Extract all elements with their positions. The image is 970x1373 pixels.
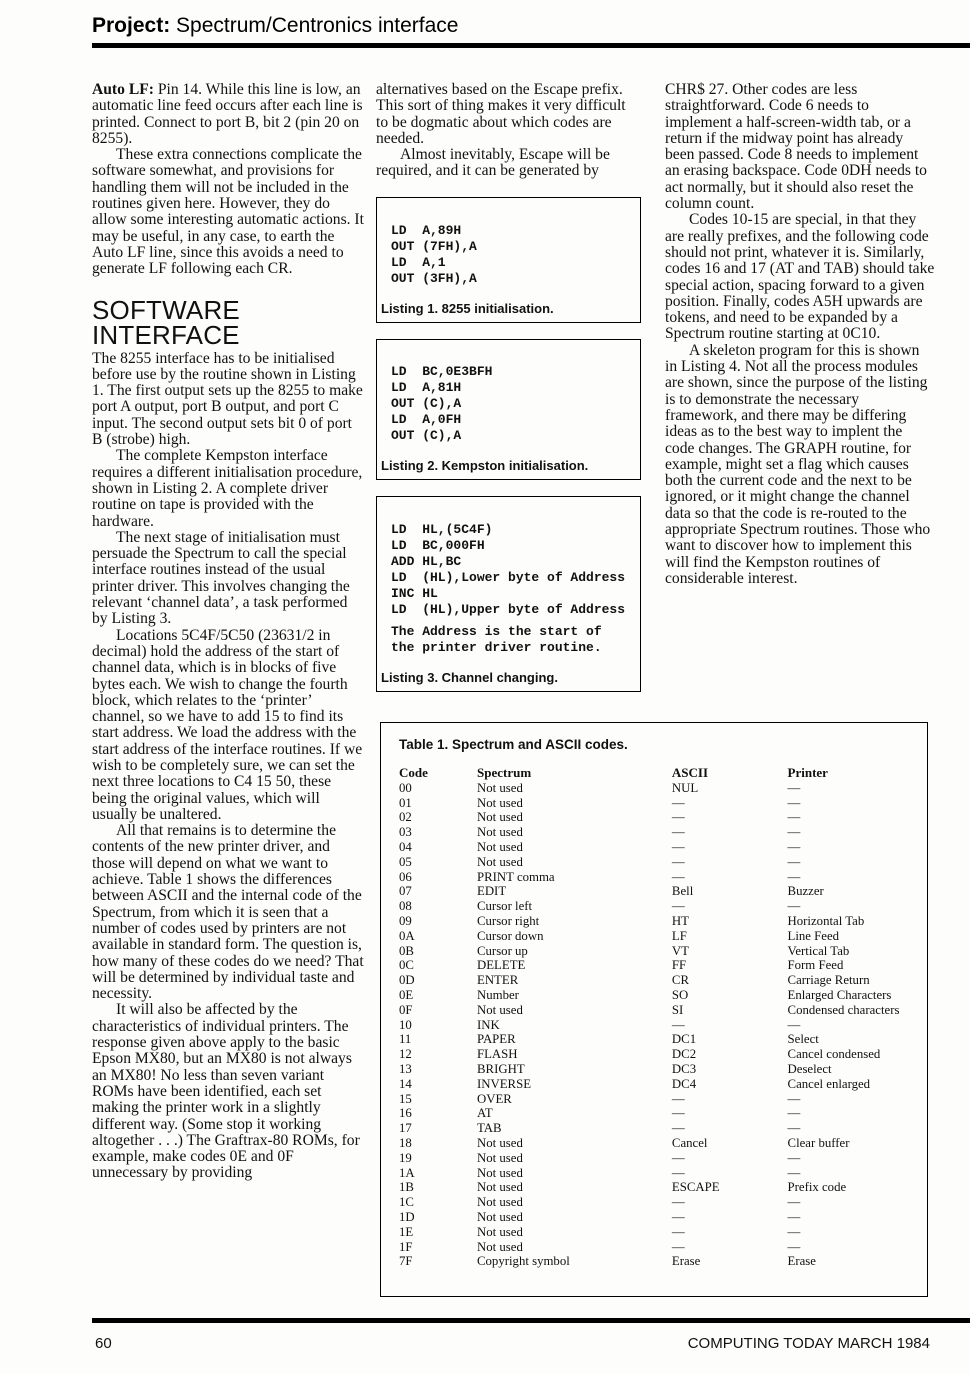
paragraph: The 8255 interface has to be initialised before use by the routine shown in Listing 1. The first output sets up the 8255 to make port A output, port B output, and port C input. The second output sets bit 0 of port B (strobe) high. <box>92 349 363 449</box>
cell-spectrum: Not used <box>477 825 523 840</box>
cell-printer: — <box>787 839 801 854</box>
table-header-row <box>399 766 927 781</box>
cell-ascii: Bell <box>671 884 694 899</box>
cell-code: 00 <box>399 780 412 795</box>
cell-code: 09 <box>399 913 412 928</box>
cell-printer: Condensed characters <box>787 1002 900 1017</box>
section-heading-line: INTERFACE <box>92 319 240 350</box>
cell-printer: — <box>787 780 801 795</box>
code-line: LD HL,(5C4F) <box>391 521 493 537</box>
auto-lf-paragraph <box>92 82 364 147</box>
cell-ascii: — <box>671 1150 685 1165</box>
cell-ascii: Erase <box>671 1254 701 1269</box>
cell-ascii: SO <box>671 987 689 1002</box>
cell-ascii: FF <box>671 958 687 973</box>
cell-printer: — <box>787 869 801 884</box>
cell-ascii: — <box>671 1239 685 1254</box>
cell-ascii: — <box>671 810 685 825</box>
cell-code: 02 <box>399 810 412 825</box>
column-header-ascii: ASCII <box>671 765 709 780</box>
cell-spectrum: TAB <box>477 1121 502 1136</box>
cell-spectrum: Not used <box>477 1224 523 1239</box>
cell-code: 11 <box>399 1032 412 1047</box>
code-line: INC HL <box>391 585 438 601</box>
cell-spectrum: Not used <box>477 1195 523 1210</box>
code-line: LD BC,000FH <box>391 537 485 553</box>
cell-printer: — <box>787 1150 801 1165</box>
cell-spectrum: INVERSE <box>477 1076 532 1091</box>
code-line: LD (HL),Lower byte of Address <box>391 569 626 585</box>
table-row <box>399 1195 927 1210</box>
publication-line: COMPUTING TODAY MARCH 1984 <box>687 1335 930 1352</box>
paragraph: These extra connections complicate the software somewhat, and provisions for handling them will not be included in the routines given here. However, they do allow some interesting automatic actions. It may be useful, in any case, to earth the Auto LF line, since this avoids a need to generate LF following each CR. <box>92 146 364 278</box>
auto-lf-lead: Auto LF: <box>92 81 154 98</box>
page-number: 60 <box>95 1335 112 1352</box>
cell-spectrum: DELETE <box>477 958 526 973</box>
cell-spectrum: AT <box>477 1106 493 1121</box>
cell-code: 1E <box>399 1224 414 1239</box>
table-row <box>399 796 927 811</box>
listing-caption: Listing 2. Kempston initialisation. <box>381 457 589 473</box>
cell-code: 1B <box>399 1180 414 1195</box>
paragraph: Almost inevitably, Escape will be required, and it can be generated by <box>376 146 610 180</box>
cell-printer: Erase <box>787 1254 816 1269</box>
cell-printer: Cancel condensed <box>787 1047 881 1062</box>
cell-code: 7F <box>399 1254 413 1269</box>
cell-spectrum: Cursor right <box>477 913 540 928</box>
cell-printer: Carriage Return <box>787 973 870 988</box>
cell-code: 1C <box>399 1195 414 1210</box>
cell-printer: — <box>787 1195 801 1210</box>
cell-code: 17 <box>399 1121 412 1136</box>
cell-printer: Prefix code <box>787 1180 847 1195</box>
cell-code: 12 <box>399 1047 412 1062</box>
cell-spectrum: PAPER <box>477 1032 516 1047</box>
cell-ascii: — <box>671 1121 685 1136</box>
cell-ascii: NUL <box>671 780 699 795</box>
cell-code: 06 <box>399 869 412 884</box>
table-row <box>399 899 927 914</box>
table-row <box>399 870 927 885</box>
cell-code: 1A <box>399 1165 415 1180</box>
column-header-printer: Printer <box>787 765 828 780</box>
cell-ascii: — <box>671 854 685 869</box>
cell-ascii: HT <box>671 913 689 928</box>
cell-code: 13 <box>399 1061 412 1076</box>
table-row <box>399 1092 927 1107</box>
table-row <box>399 973 927 988</box>
cell-ascii: — <box>671 1106 685 1121</box>
column-header-code: Code <box>399 765 428 780</box>
cell-ascii: — <box>671 825 685 840</box>
cell-code: 0E <box>399 987 414 1002</box>
cell-printer: Select <box>787 1032 819 1047</box>
code-line: LD BC,0E3BFH <box>391 363 493 379</box>
code-line: LD A,81H <box>391 379 462 395</box>
code-line: OUT (C),A <box>391 427 462 443</box>
cell-ascii: — <box>671 1195 685 1210</box>
cell-ascii: DC4 <box>671 1076 697 1091</box>
cell-code: 01 <box>399 795 412 810</box>
cell-ascii: DC1 <box>671 1032 697 1047</box>
cell-code: 1F <box>399 1239 413 1254</box>
table-row <box>399 1018 927 1033</box>
cell-printer: — <box>787 1224 801 1239</box>
table-row <box>399 929 927 944</box>
code-line: OUT (7FH),A <box>391 238 477 254</box>
cell-spectrum: Not used <box>477 1165 523 1180</box>
column-header-spectrum: Spectrum <box>477 765 532 780</box>
table-row <box>399 1032 927 1047</box>
code-line: LD A,1 <box>391 254 446 270</box>
cell-spectrum: INK <box>477 1017 500 1032</box>
paragraph: It will also be affected by the characteristics of individual printers. The response given above apply to the basic Epson MX80, but an MX80 is not always an MX80! No less than seven variant ROMs have been identified, each set making the printer work in a slightly different way. (Some stop it working altogether . . .) The Graftrax-80 ROMs, for example, make codes 0E and 0F unnecessary by providing <box>92 1001 360 1182</box>
cell-spectrum: Not used <box>477 854 523 869</box>
cell-spectrum: Number <box>477 987 519 1002</box>
header-title: Spectrum/Centronics interface <box>176 14 459 37</box>
listing-caption: Listing 1. 8255 initialisation. <box>381 300 554 316</box>
cell-ascii: — <box>671 899 685 914</box>
table-row <box>399 988 927 1003</box>
table-row <box>399 1047 927 1062</box>
cell-printer: — <box>787 854 801 869</box>
table-row <box>399 810 927 825</box>
paragraph: Codes 10-15 are special, in that they are really prefixes, and the following code should not print, whatever it is. Similarly, codes 16 and 17 (AT and TAB) should take special action, spacing forward to a given position. Finally, codes A5H upwards are tokens, and need to be expanded by a Spectrum routine starting at 0C10. <box>665 211 935 343</box>
page-header <box>92 14 970 48</box>
table-row <box>399 884 927 899</box>
table-row <box>399 1210 927 1225</box>
codes-table <box>399 766 927 1269</box>
cell-printer: Enlarged Characters <box>787 987 892 1002</box>
cell-printer: Line Feed <box>787 928 840 943</box>
cell-ascii: — <box>671 1224 685 1239</box>
column-3 <box>665 82 935 587</box>
cell-ascii: VT <box>671 943 689 958</box>
cell-code: 0F <box>399 1002 413 1017</box>
cell-spectrum: Not used <box>477 1150 523 1165</box>
code-line: LD A,0FH <box>391 411 462 427</box>
cell-printer: — <box>787 795 801 810</box>
cell-printer: Horizontal Tab <box>787 913 865 928</box>
column-2 <box>376 82 641 692</box>
cell-ascii: — <box>671 1091 685 1106</box>
cell-ascii: — <box>671 1017 685 1032</box>
cell-spectrum: Cursor down <box>477 928 544 943</box>
cell-ascii: DC2 <box>671 1047 697 1062</box>
paragraph: CHR$ 27. Other codes are less straightforward. Code 6 needs to implement a half-screen-width tab, or a return if the midway point has already been passed. Code 8 needs to implement an erasing backspace. Code 0DH needs to act normally, but it should also reset the column count. <box>665 81 927 213</box>
listing-1 <box>376 197 641 323</box>
cell-spectrum: PRINT comma <box>477 869 555 884</box>
cell-ascii: — <box>671 1209 685 1224</box>
cell-spectrum: Copyright symbol <box>477 1254 570 1269</box>
paragraph: A skeleton program for this is shown in Listing 4. Not all the process modules are shown, since the purpose of the listing is to demonstrate the necessary framework, and there may be differing ideas as to the best way to implent the code changes. The GRAPH routine, for example, might set a flag which causes both the current code and the next to be ignored, or it might change the channel data so that the code is re-routed to the appropriate Spectrum routines. Those who want to discover how to implement this will find the Kempston routines of considerable interest. <box>665 341 931 587</box>
code-line: OUT (3FH),A <box>391 270 477 286</box>
header-label: Project: <box>92 14 171 37</box>
auto-lf-text: Pin 14. While this line is low, an automatic line feed occurs after each line is printed. Connect to port B, bit 2 (pin 20 on 8255). <box>92 81 363 147</box>
cell-printer: — <box>787 1209 801 1224</box>
paragraph: Locations 5C4F/5C50 (23631/2 in decimal) hold the address of the start of channel data, which is in blocks of five bytes each. We wish to change the fourth block, which relates to the ‘printer’ channel, so we have to add 15 to find its start address. We load the address with the start address of the interface routines. If we wish to be completely sure, we can set the next three locations to C4 15 50, these being the original values, which will usually be unaltered. <box>92 626 363 823</box>
cell-ascii: — <box>671 795 685 810</box>
cell-printer: — <box>787 899 801 914</box>
table-row <box>399 1254 927 1269</box>
table-row <box>399 781 927 796</box>
table-row <box>399 1180 927 1195</box>
cell-spectrum: Cursor left <box>477 899 533 914</box>
cell-spectrum: FLASH <box>477 1047 518 1062</box>
code-line: LD (HL),Upper byte of Address <box>391 601 626 617</box>
cell-code: 1D <box>399 1209 415 1224</box>
section-heading-line: SOFTWARE <box>92 294 240 325</box>
code-line: LD A,89H <box>391 222 462 238</box>
cell-code: 15 <box>399 1091 412 1106</box>
paragraph: All that remains is to determine the contents of the new printer driver, and those will depend on what we want to achieve. Table 1 shows the differences between ASCII and the internal code of the Spectrum, from which it is seen that a number of codes used by printers are not available in standard form. The question is, how many of these codes do we need? That will be determined by individual taste and necessity. <box>92 822 364 1003</box>
cell-spectrum: Not used <box>477 810 523 825</box>
listing-2 <box>376 339 641 480</box>
cell-spectrum: Cursor up <box>477 943 528 958</box>
cell-printer: Deselect <box>787 1061 832 1076</box>
cell-spectrum: Not used <box>477 1135 523 1150</box>
cell-printer: — <box>787 825 801 840</box>
cell-code: 14 <box>399 1076 412 1091</box>
cell-ascii: — <box>671 1165 685 1180</box>
paragraph: The next stage of initialisation must persuade the Spectrum to call the special interface routines instead of the usual printer driver. This involves changing the relevant ‘channel data’, a task performed by Listing 3. <box>92 528 350 628</box>
cell-spectrum: Not used <box>477 780 523 795</box>
cell-printer: Buzzer <box>787 884 824 899</box>
table-row <box>399 1121 927 1136</box>
cell-printer: Form Feed <box>787 958 844 973</box>
cell-code: 18 <box>399 1135 412 1150</box>
cell-spectrum: Not used <box>477 1002 523 1017</box>
paragraph: The complete Kempston interface requires a different initialisation procedure, shown in Listing 2. A complete driver routine on tape is provided with the hardware. <box>92 447 363 530</box>
table-row <box>399 825 927 840</box>
cell-code: 04 <box>399 839 412 854</box>
code-line: ADD HL,BC <box>391 553 462 569</box>
cell-printer: — <box>787 810 801 825</box>
cell-printer: — <box>787 1106 801 1121</box>
table-row <box>399 1003 927 1018</box>
table-row <box>399 1240 927 1255</box>
cell-ascii: Cancel <box>671 1135 708 1150</box>
cell-code: 0A <box>399 928 415 943</box>
cell-ascii: ESCAPE <box>671 1180 720 1195</box>
listing-note: The Address is the start of the printer driver routine. <box>391 623 602 655</box>
cell-printer: — <box>787 1017 801 1032</box>
cell-code: 05 <box>399 854 412 869</box>
table-row <box>399 958 927 973</box>
cell-code: 03 <box>399 825 412 840</box>
cell-code: 07 <box>399 884 412 899</box>
cell-printer: Vertical Tab <box>787 943 850 958</box>
cell-printer: Clear buffer <box>787 1135 850 1150</box>
table-row <box>399 1106 927 1121</box>
cell-ascii: — <box>671 869 685 884</box>
cell-printer: — <box>787 1239 801 1254</box>
table-row <box>399 1136 927 1151</box>
cell-code: 10 <box>399 1017 412 1032</box>
cell-spectrum: ENTER <box>477 973 519 988</box>
cell-printer: — <box>787 1165 801 1180</box>
table-row <box>399 1225 927 1240</box>
cell-spectrum: OVER <box>477 1091 512 1106</box>
table-row <box>399 855 927 870</box>
cell-spectrum: Not used <box>477 1180 523 1195</box>
cell-printer: — <box>787 1121 801 1136</box>
section-heading <box>92 294 364 350</box>
cell-ascii: — <box>671 839 685 854</box>
table-row <box>399 1062 927 1077</box>
table-row <box>399 914 927 929</box>
table-title: Table 1. Spectrum and ASCII codes. <box>399 737 628 752</box>
cell-spectrum: Not used <box>477 1209 523 1224</box>
cell-spectrum: Not used <box>477 1239 523 1254</box>
cell-code: 16 <box>399 1106 412 1121</box>
cell-spectrum: Not used <box>477 795 523 810</box>
listing-caption: Listing 3. Channel changing. <box>381 669 558 685</box>
column-1 <box>92 82 364 1182</box>
table-row <box>399 840 927 855</box>
table-body <box>399 781 927 1269</box>
cell-spectrum: BRIGHT <box>477 1061 525 1076</box>
table-row <box>399 1077 927 1092</box>
table-row <box>399 944 927 959</box>
paragraph: alternatives based on the Escape prefix. This sort of thing makes it very difficult to be dogmatic about which codes are needed. <box>376 81 626 147</box>
cell-ascii: CR <box>671 973 689 988</box>
cell-code: 0D <box>399 973 415 988</box>
listing-3 <box>376 496 641 692</box>
table-row <box>399 1151 927 1166</box>
cell-printer: — <box>787 1091 801 1106</box>
cell-ascii: SI <box>671 1002 684 1017</box>
cell-code: 0B <box>399 943 414 958</box>
cell-ascii: DC3 <box>671 1061 697 1076</box>
footer-rule <box>92 1318 970 1323</box>
code-line: OUT (C),A <box>391 395 462 411</box>
cell-code: 0C <box>399 958 414 973</box>
table-row <box>399 1166 927 1181</box>
table-1-box <box>380 722 928 1297</box>
cell-printer: Cancel enlarged <box>787 1076 871 1091</box>
cell-code: 19 <box>399 1150 412 1165</box>
cell-code: 08 <box>399 899 412 914</box>
cell-spectrum: EDIT <box>477 884 507 899</box>
cell-spectrum: Not used <box>477 839 523 854</box>
cell-ascii: LF <box>671 928 687 943</box>
